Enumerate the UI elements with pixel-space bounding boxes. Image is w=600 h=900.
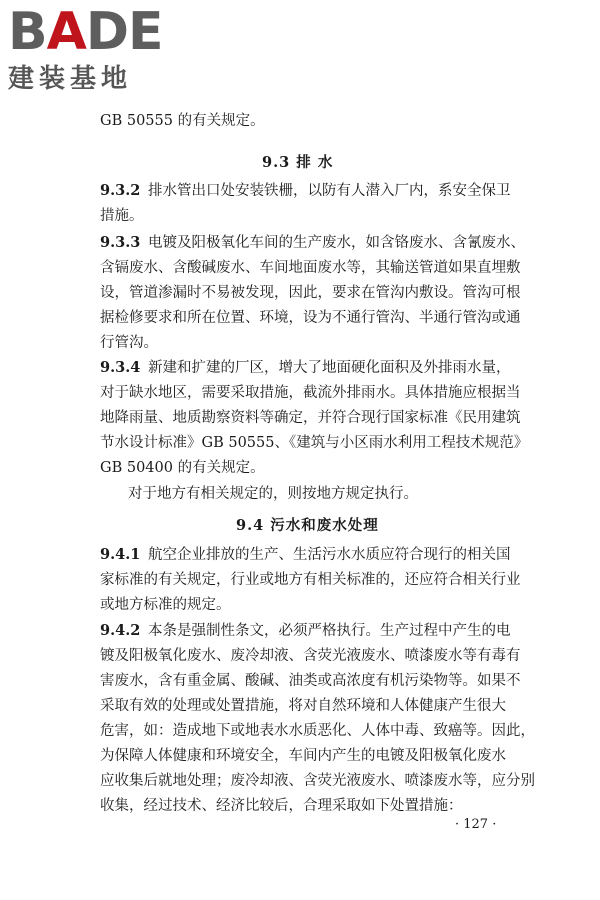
text-line: 排水管出口处安装铁栅，以防有人潜入厂内，系安全保卫 bbox=[148, 183, 511, 199]
text-line: 新建和扩建的厂区，增大了地面硬化面积及外排雨水量， bbox=[148, 360, 511, 376]
text-line: 或地方标准的规定。 bbox=[100, 597, 231, 613]
text-line: 家标准的有关规定，行业或地方有相关标准的，还应符合相关行业 bbox=[100, 572, 521, 588]
logo-subtitle: 建装基地 bbox=[8, 64, 133, 94]
text-line: 采取有效的处理或处置措施，将对自然环境和人体健康产生很大 bbox=[100, 698, 506, 714]
section-heading-9-3: 9.3 排 水 bbox=[262, 154, 334, 171]
clause-number: 9.4.1 bbox=[100, 546, 141, 563]
text-line: 行管沟。 bbox=[100, 335, 158, 351]
section-heading-9-4: 9.4 污水和废水处理 bbox=[236, 517, 379, 534]
text-line: 收集，经过技术、经济比较后，合理采取如下处置措施： bbox=[100, 798, 463, 814]
text-line: 危害，如：造成地下或地表水水质恶化、人体中毒、致癌等。因此， bbox=[100, 723, 535, 739]
text-line: 对于地方有相关规定的，则按地方规定执行。 bbox=[128, 486, 418, 502]
bade-logo bbox=[8, 2, 178, 95]
clause-number: 9.4.2 bbox=[100, 622, 141, 639]
text-line: 航空企业排放的生产、生活污水水质应符合现行的相关国 bbox=[148, 547, 511, 563]
text-line: 害废水，含有重金属、酸碱、油类或高浓度有机污染物等。如果不 bbox=[100, 673, 521, 689]
text-line: 对于缺水地区，需要采取措施，截流外排雨水。具体措施应根据当 bbox=[100, 385, 521, 401]
text-line: 节水设计标准》GB 50555、《建筑与小区雨水利用工程技术规范》 bbox=[100, 435, 529, 451]
page-number: · 127 · bbox=[455, 817, 497, 832]
text-line: 地降雨量、地质勘察资料等确定，并符合现行国家标准《民用建筑 bbox=[100, 410, 521, 426]
text-line: GB 50400 的有关规定。 bbox=[100, 460, 265, 476]
logo-wordmark-prefix: B bbox=[8, 2, 47, 62]
text-line: 据检修要求和所在位置、环境，设为不通行管沟、半通行管沟或通 bbox=[100, 310, 521, 326]
text-line: 电镀及阳极氧化车间的生产废水，如含铬废水、含氰废水、 bbox=[148, 235, 525, 251]
text-line: 镀及阳极氧化废水、废冷却液、含荧光液废水、喷漆废水等有毒有 bbox=[100, 648, 521, 664]
logo-wordmark-suffix: DE bbox=[85, 2, 163, 62]
clause-number: 9.3.3 bbox=[100, 234, 141, 251]
text-line: 为保障人体健康和环境安全，车间内产生的电镀及阳极氧化废水 bbox=[100, 748, 506, 764]
text-line: 含镉废水、含酸碱废水、车间地面废水等，其输送管道如果直埋敷 bbox=[100, 260, 521, 276]
text-line: 措施。 bbox=[100, 208, 144, 224]
clause-number: 9.3.4 bbox=[100, 359, 141, 376]
text-line: 设，管道渗漏时不易被发现，因此，要求在管沟内敷设。管沟可根 bbox=[100, 285, 521, 301]
logo-wordmark bbox=[8, 2, 178, 62]
text-line: 应收集后就地处理；废冷却液、含荧光液废水、喷漆废水等，应分别 bbox=[100, 773, 535, 789]
text-line: GB 50555 的有关规定。 bbox=[100, 113, 265, 129]
logo-wordmark-accent: A bbox=[46, 2, 86, 62]
text-line: 本条是强制性条文，必须严格执行。生产过程中产生的电 bbox=[148, 623, 511, 639]
clause-number: 9.3.2 bbox=[100, 182, 141, 199]
